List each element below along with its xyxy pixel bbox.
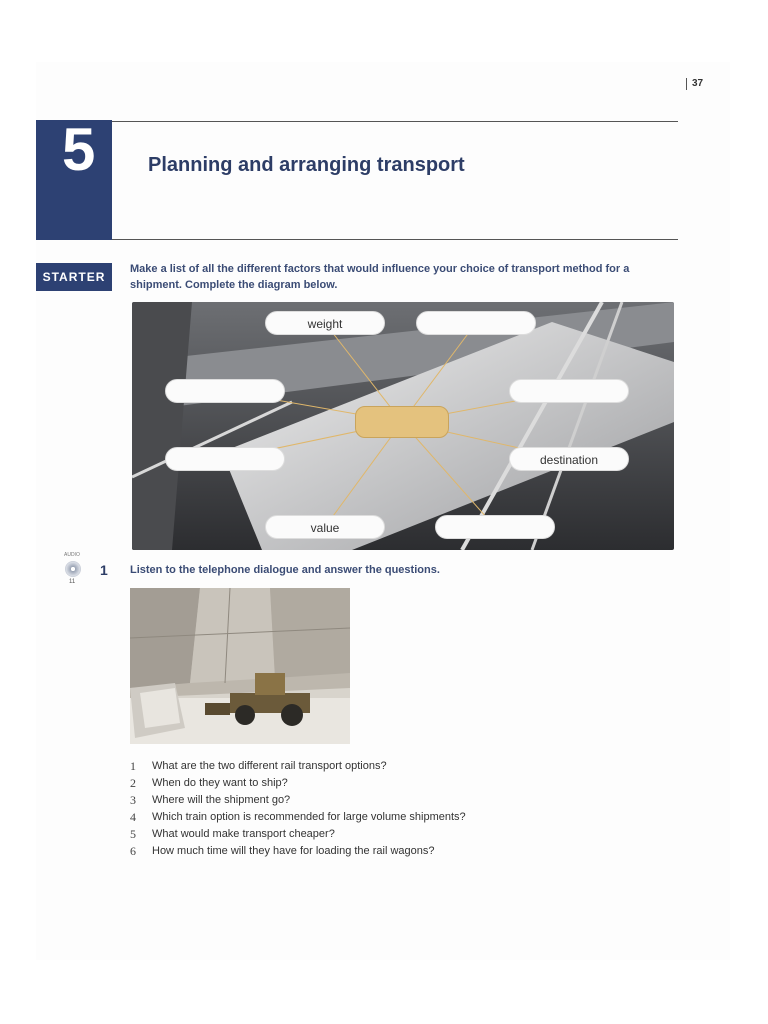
question-number: 3 bbox=[130, 793, 136, 807]
question-number: 2 bbox=[130, 776, 136, 790]
question-item bbox=[130, 826, 466, 843]
factor-box-empty[interactable] bbox=[165, 379, 285, 403]
exercise-instruction: Listen to the telephone dialogue and answer the questions. bbox=[130, 564, 440, 576]
header-rule-top bbox=[112, 121, 678, 122]
question-text: What are the two different rail transport options? bbox=[152, 760, 387, 772]
factor-box-empty[interactable] bbox=[416, 311, 536, 335]
question-text: When do they want to ship? bbox=[152, 777, 288, 789]
question-item bbox=[130, 792, 466, 809]
question-item bbox=[130, 758, 466, 775]
starter-badge: STARTER bbox=[36, 263, 112, 291]
chapter-title: Planning and arranging transport bbox=[148, 154, 465, 176]
question-number: 1 bbox=[130, 759, 136, 773]
question-item bbox=[130, 775, 466, 792]
header-rule-bottom bbox=[112, 239, 678, 240]
factor-box-destination[interactable]: destination bbox=[509, 447, 629, 471]
question-text: How much time will they have for loading the rail wagons? bbox=[152, 845, 435, 857]
page-number: 37 bbox=[686, 78, 703, 90]
starter-instruction: Make a list of all the different factors that would influence your choice of transport method for a shipment. Complete the diagram below. bbox=[130, 263, 630, 291]
question-item bbox=[130, 843, 466, 860]
exercise-number: 1 bbox=[100, 562, 108, 578]
question-number: 6 bbox=[130, 844, 136, 858]
question-text: What would make transport cheaper? bbox=[152, 828, 335, 840]
audio-cd-icon[interactable] bbox=[65, 561, 81, 577]
question-list bbox=[130, 758, 466, 860]
audio-track-number: 11 bbox=[69, 579, 76, 585]
question-item bbox=[130, 809, 466, 826]
factor-box-empty[interactable] bbox=[509, 379, 629, 403]
factor-box-empty[interactable] bbox=[165, 447, 285, 471]
question-text: Where will the shipment go? bbox=[152, 794, 291, 806]
question-text: Which train option is recommended for large volume shipments? bbox=[152, 811, 466, 823]
chapter-number: 5 bbox=[62, 116, 96, 183]
factor-box-value[interactable]: value bbox=[265, 515, 385, 539]
question-number: 4 bbox=[130, 810, 136, 824]
factor-box-weight[interactable]: weight bbox=[265, 311, 385, 335]
audio-label: AUDIO bbox=[64, 552, 80, 558]
question-number: 5 bbox=[130, 827, 136, 841]
diagram-center-box bbox=[355, 406, 449, 438]
quarry-photo bbox=[130, 588, 350, 744]
transport-factors-diagram bbox=[132, 302, 674, 550]
factor-box-empty[interactable] bbox=[435, 515, 555, 539]
